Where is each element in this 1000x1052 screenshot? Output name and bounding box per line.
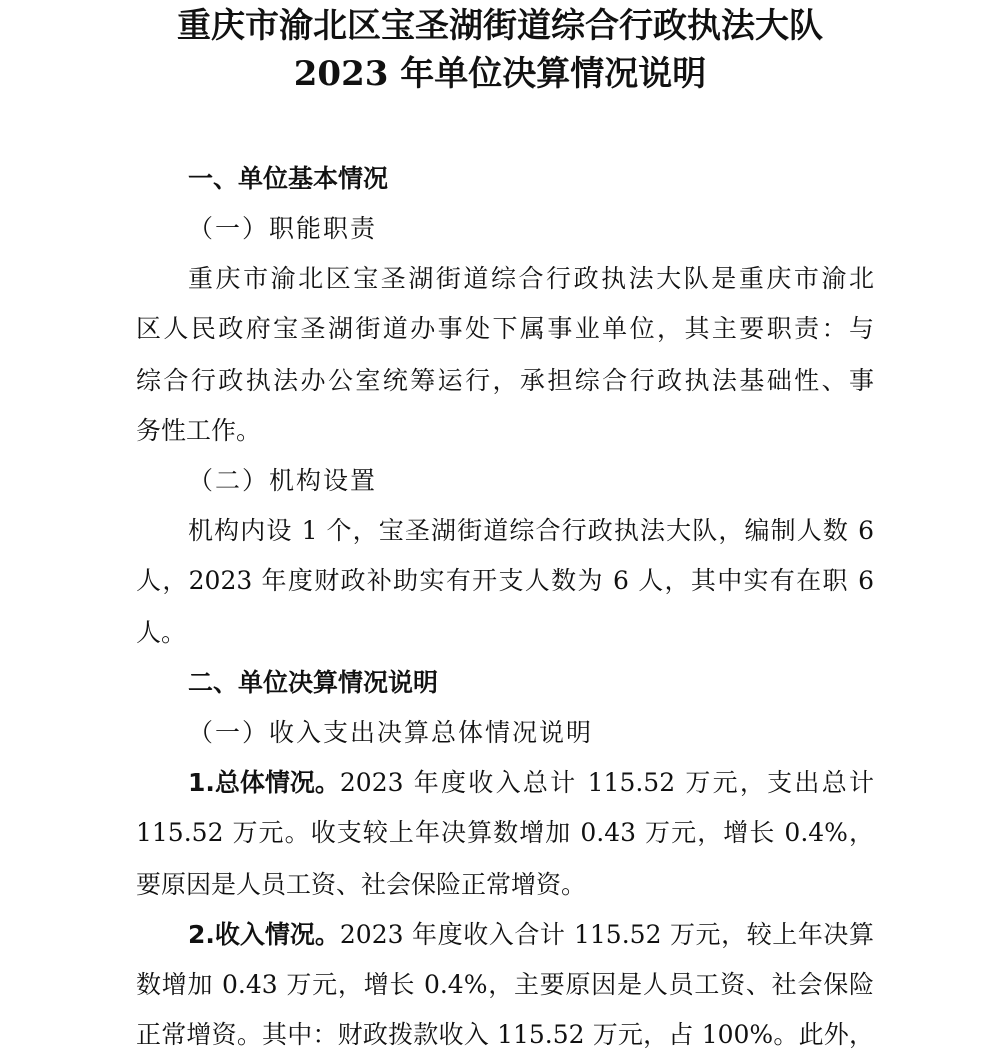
- paragraph-organization-line1: 机构内设 1 个，宝圣湖街道综合行政执法大队，编制人数 6: [188, 516, 874, 545]
- paragraph-functions-line2: 区人民政府宝圣湖街道办事处下属事业单位，其主要职责：与: [136, 314, 874, 343]
- document-title-line2: 2023 年单位决算情况说明: [293, 54, 707, 94]
- item-overall-text: 2023 年度收入总计 115.52 万元，支出总计: [339, 768, 874, 797]
- section-heading-basic-info: 一、单位基本情况: [188, 164, 389, 193]
- paragraph-functions-line4: 务性工作。: [136, 416, 262, 445]
- paragraph-income-line1: [188, 918, 874, 952]
- subheading-organization: （二）机构设置: [188, 466, 378, 495]
- section-heading-final-accounts: 二、单位决算情况说明: [188, 668, 439, 697]
- paragraph-functions-line3: 综合行政执法办公室统筹运行，承担综合行政执法基础性、事: [136, 366, 874, 395]
- paragraph-organization-line3: 人。: [136, 618, 187, 647]
- item-income-text: 2023 年度收入合计 115.52 万元，较上年决算: [339, 920, 874, 949]
- paragraph-income-line3: 正常增资。其中：财政拨款收入 115.52 万元，占 100%。此外，: [136, 1020, 874, 1049]
- paragraph-overall-line2: 115.52 万元。收支较上年决算数增加 0.43 万元，增长 0.4%，: [136, 818, 874, 847]
- item-income-lead: 2.收入情况。: [188, 920, 340, 949]
- paragraph-functions-line1: 重庆市渝北区宝圣湖街道综合行政执法大队是重庆市渝北: [188, 264, 874, 293]
- document-title-line1: 重庆市渝北区宝圣湖街道综合行政执法大队: [177, 6, 823, 46]
- subheading-functions: （一）职能职责: [188, 214, 378, 243]
- paragraph-overall-line3: 要原因是人员工资、社会保险正常增资。: [136, 870, 587, 899]
- subheading-income-expense-overview: （一）收入支出决算总体情况说明: [188, 718, 594, 747]
- paragraph-overall-line1: [188, 766, 874, 800]
- item-overall-lead: 1.总体情况。: [188, 768, 340, 797]
- paragraph-organization-line2: 人，2023 年度财政补助实有开支人数为 6 人，其中实有在职 6: [136, 566, 874, 595]
- paragraph-income-line2: 数增加 0.43 万元，增长 0.4%，主要原因是人员工资、社会保险: [136, 970, 874, 999]
